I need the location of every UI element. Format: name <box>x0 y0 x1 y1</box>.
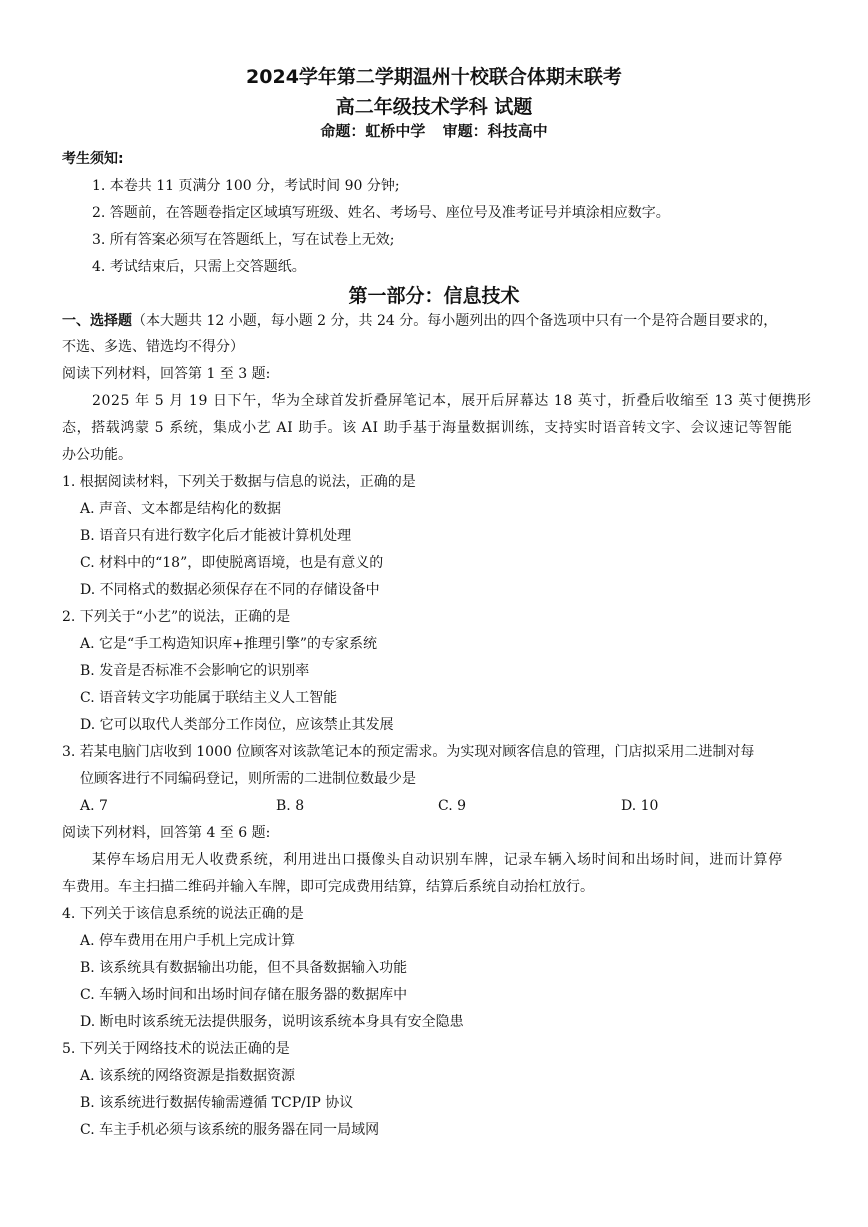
question-option: A. 该系统的网络资源是指数据资源 <box>80 1068 296 1084</box>
question-option: C. 9 <box>438 798 467 814</box>
question-option: B. 发音是否标准不会影响它的识别率 <box>80 663 310 679</box>
material-intro: 阅读下列材料，回答第 4 至 6 题: <box>62 825 271 841</box>
material-line: 办公功能。 <box>62 447 132 463</box>
material-line: 态，搭载鸿蒙 5 系统，集成小艺 AI 助手。该 AI 助手基于海量数据训练，支持实时语音转文字、会议速记等智能 <box>62 420 793 436</box>
notice-item: 2. 答题前，在答题卷指定区域填写班级、姓名、考场号、座位号及准考证号并填涂相应数字。 <box>92 205 670 221</box>
question-stem: 2. 下列关于“小艺”的说法，正确的是 <box>62 609 291 625</box>
question-option: B. 该系统具有数据输出功能，但不具备数据输入功能 <box>80 960 408 976</box>
question-option: A. 停车费用在用户手机上完成计算 <box>80 933 296 949</box>
material-line: 车费用。车主扫描二维码并输入车牌，即可完成费用结算，结算后系统自动抬杠放行。 <box>62 879 594 895</box>
material-intro: 阅读下列材料，回答第 1 至 3 题: <box>62 366 271 382</box>
part-title: 第一部分：信息技术 <box>348 285 520 307</box>
question-stem: 5. 下列关于网络技术的说法正确的是 <box>62 1041 290 1057</box>
question-option: B. 8 <box>276 798 305 814</box>
question-option: B. 该系统进行数据传输需遵循 TCP/IP 协议 <box>80 1095 354 1111</box>
notice-item: 4. 考试结束后，只需上交答题纸。 <box>92 259 306 275</box>
question-option: D. 不同格式的数据必须保存在不同的存储设备中 <box>80 582 380 598</box>
question-stem: 1. 根据阅读材料，下列关于数据与信息的说法，正确的是 <box>62 474 416 490</box>
question-option: C. 语音转文字功能属于联结主义人工智能 <box>80 690 338 706</box>
question-stem-cont: 位顾客进行不同编码登记，则所需的二进制位数最少是 <box>80 771 416 787</box>
notice-item: 3. 所有答案必须写在答题纸上，写在试卷上无效; <box>92 232 395 248</box>
exam-subtitle: 高二年级技术学科 试题 <box>335 96 533 118</box>
question-option: C. 材料中的“18”，即使脱离语境，也是有意义的 <box>80 555 384 571</box>
material-line: 某停车场启用无人收费系统，利用进出口摄像头自动识别车牌，记录车辆入场时间和出场时间，进而计算停 <box>92 852 783 868</box>
exam-title: 2024学年第二学期温州十校联合体期末联考 <box>246 66 622 88</box>
question-option: A. 7 <box>80 798 108 814</box>
setter-label: 命题：虹桥中学 <box>320 122 426 140</box>
question-stem: 4. 下列关于该信息系统的说法正确的是 <box>62 906 304 922</box>
notice-heading: 考生须知: <box>62 151 124 167</box>
question-option: D. 它可以取代人类部分工作岗位，应该禁止其发展 <box>80 717 394 733</box>
notice-item: 1. 本卷共 11 页满分 100 分，考试时间 90 分钟; <box>92 178 400 194</box>
section-label: 一、选择题 <box>62 313 132 329</box>
material-line: 2025 年 5 月 19 日下午，华为全球首发折叠屏笔记本，展开后屏幕达 18 英寸，折叠后收缩至 13 英寸便携形 <box>92 393 812 409</box>
question-option: A. 它是“手工构造知识库+推理引擎”的专家系统 <box>80 636 378 652</box>
question-option: C. 车主手机必须与该系统的服务器在同一局域网 <box>80 1122 380 1138</box>
exam-credits <box>0 120 868 141</box>
question-option: A. 声音、文本都是结构化的数据 <box>80 501 282 517</box>
section-desc: （本大题共 12 小题，每小题 2 分，共 24 分。每小题列出的四个备选项中只有一个是符合题目要求的， <box>132 313 778 329</box>
question-option: D. 10 <box>621 798 659 814</box>
reviewer-label: 审题：科技高中 <box>442 122 548 140</box>
question-option: D. 断电时该系统无法提供服务，说明该系统本身具有安全隐患 <box>80 1014 464 1030</box>
question-option: B. 语音只有进行数字化后才能被计算机处理 <box>80 528 352 544</box>
question-option: C. 车辆入场时间和出场时间存储在服务器的数据库中 <box>80 987 408 1003</box>
section-desc-cont: 不选、多选、错选均不得分） <box>62 339 244 355</box>
question-stem: 3. 若某电脑门店收到 1000 位顾客对该款笔记本的预定需求。为实现对顾客信息的管理，门店拟采用二进制对每 <box>62 744 755 760</box>
section-heading <box>62 312 777 330</box>
